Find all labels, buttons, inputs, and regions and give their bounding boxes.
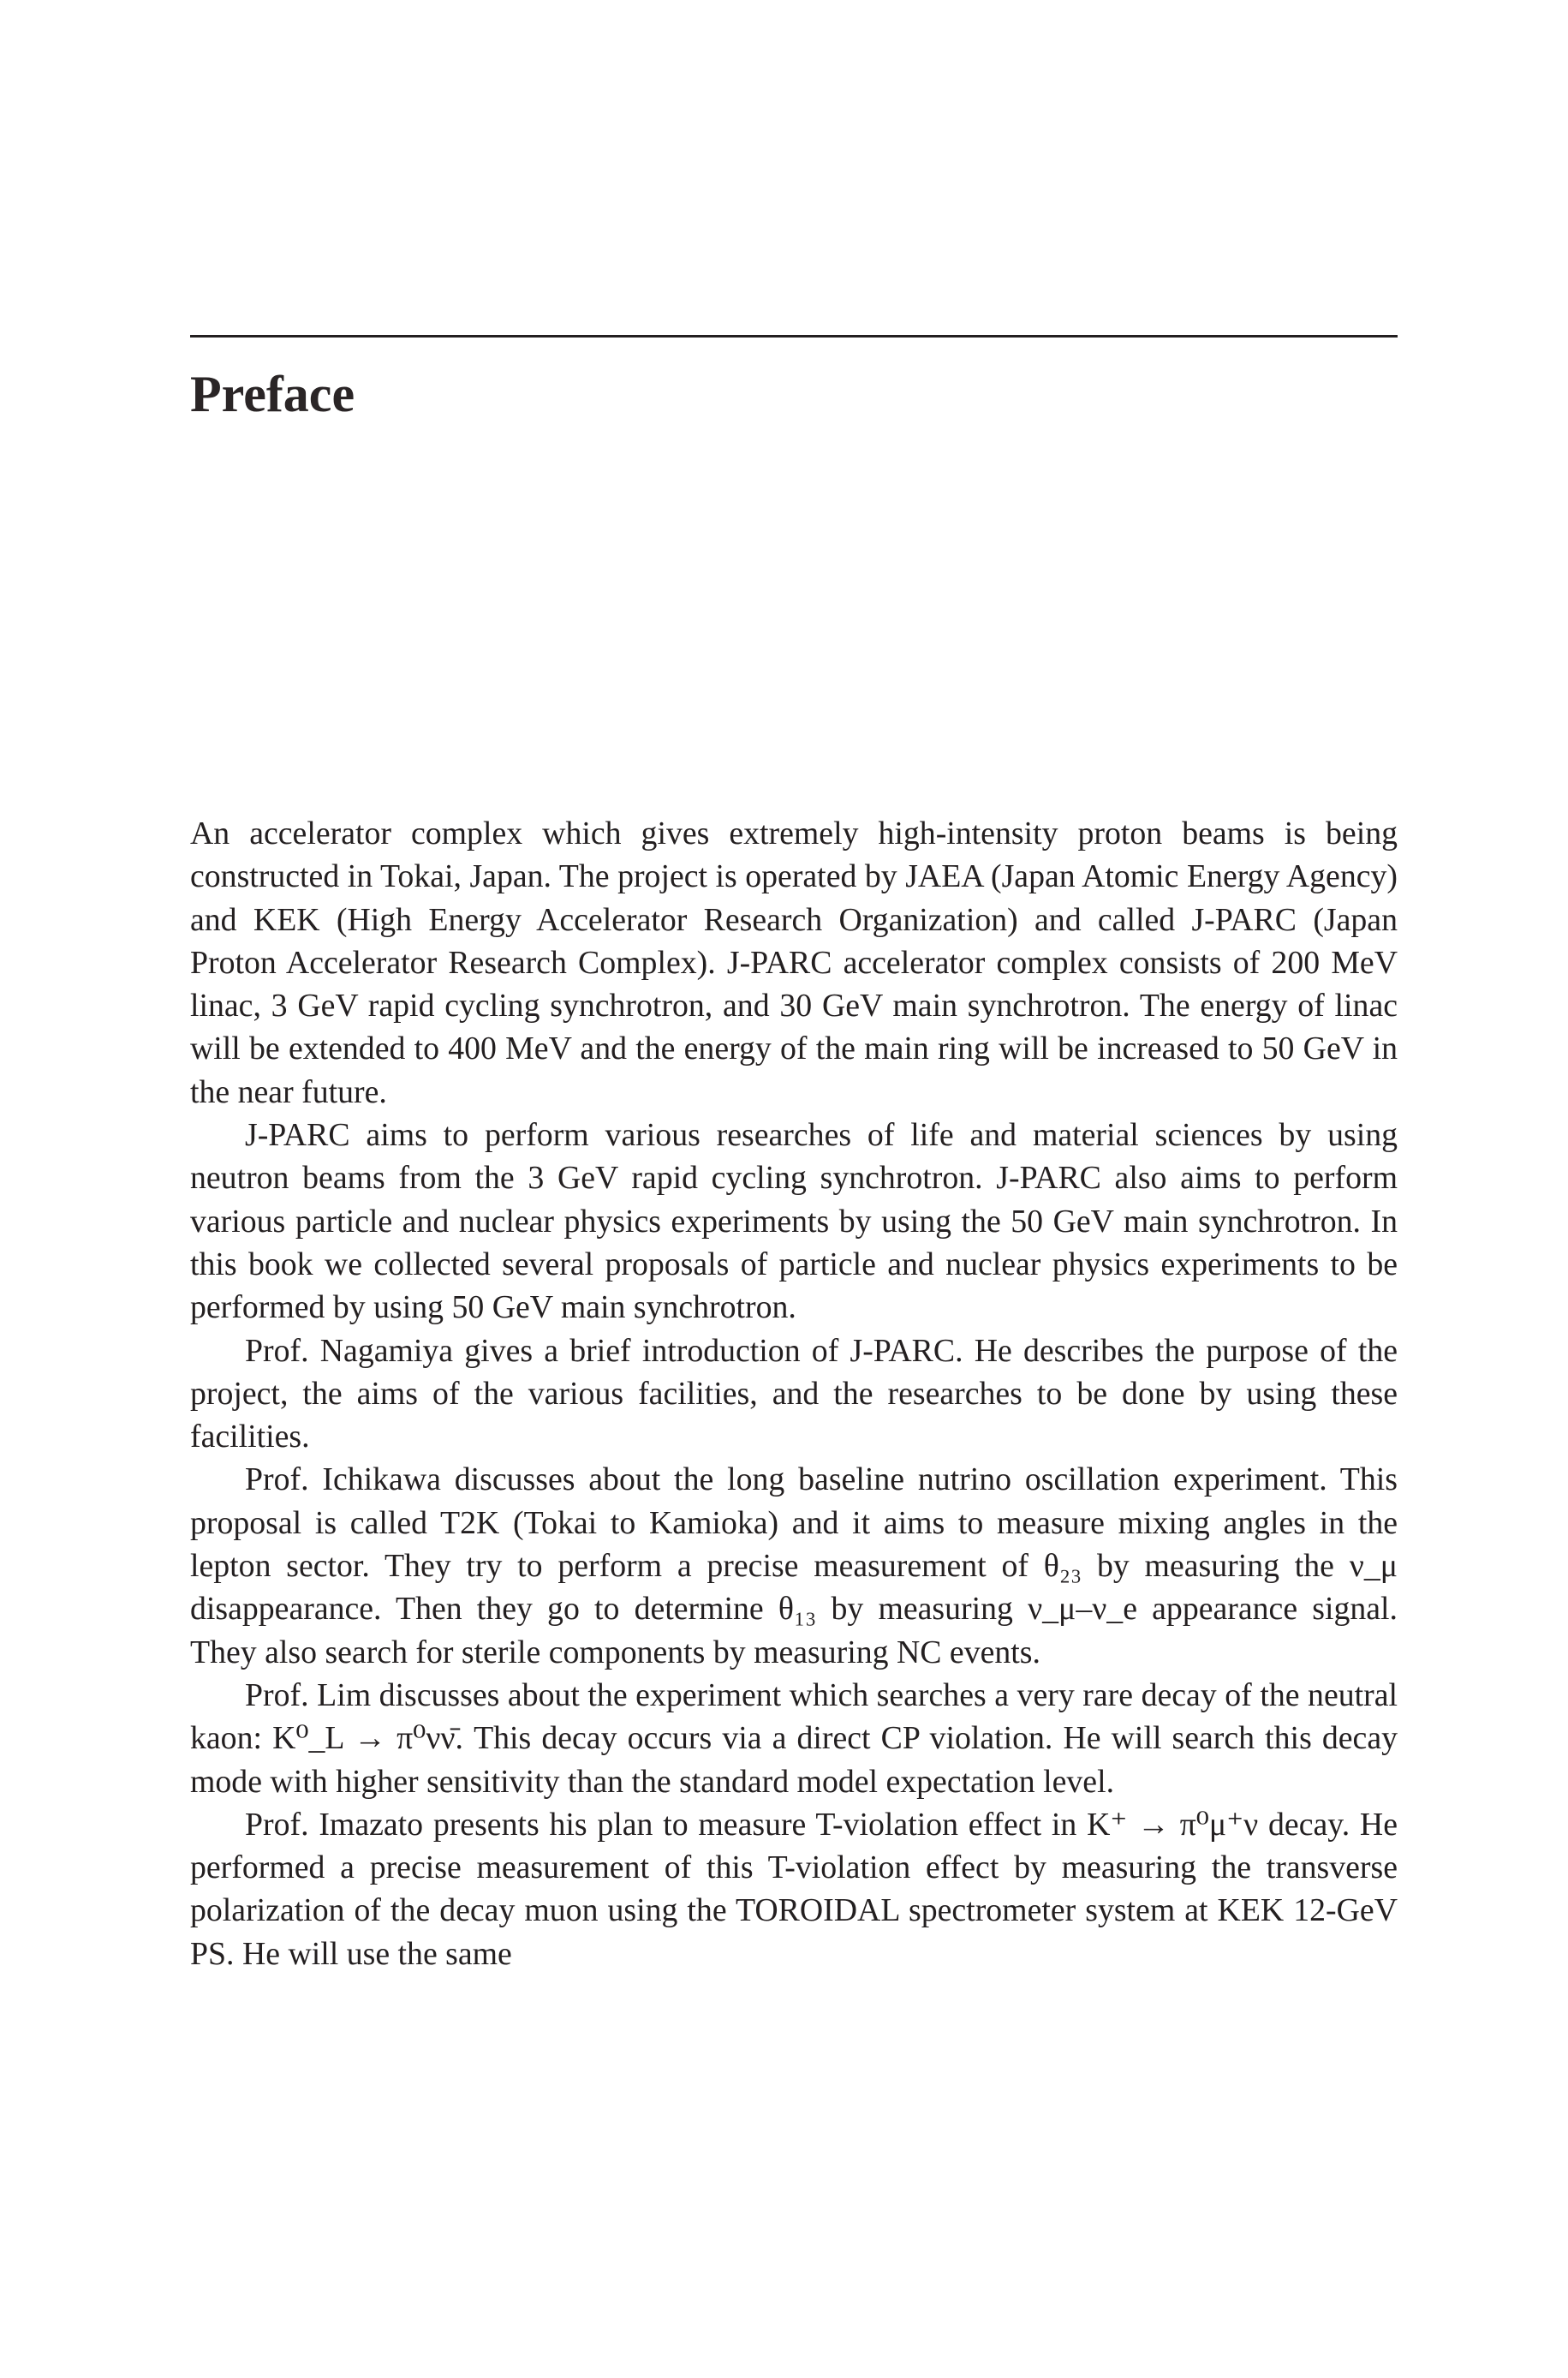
chapter-rule [190,335,1398,338]
paragraph: An accelerator complex which gives extremely high-intensity proton beams is being constructed in Tokai, Japan. The project is operated by JAEA (Japan Atomic Energy Agency) and KEK (High Energy Accelerator Research Organization) and called J-PARC (Japan Proton Accelerator Research Complex). J-PARC accelerator complex consists of 200 MeV linac, 3 GeV rapid cycling synchrotron, and 30 GeV main synchrotron. The energy of linac will be extended to 400 MeV and the energy of the main ring will be increased to 50 GeV in the near future. [190,816,1398,1110]
paragraph: Prof. Ichikawa discusses about the long baseline nutrino oscillation experiment. This proposal is called T2K (Tokai to Kamioka) and it aims to measure mixing angles in the lepton sector. They try to perform a precise measurement of θ₂₃ by measuring the ν_μ disappearance. Then they go to determine θ₁₃ by measuring ν_μ–ν_e appearance signal. They also search for sterile components by measuring NC events. [190,1461,1398,1670]
paragraph: Prof. Lim discusses about the experiment which searches a very rare decay of the neutral kaon: K⁰_L → π⁰νν̄. This decay occurs via a direct CP violation. He will search this decay mode with higher sensitivity than the standard model expectation level. [190,1676,1398,1800]
paragraph: Prof. Imazato presents his plan to measure T-violation effect in K⁺ → π⁰μ⁺ν decay. He performed a precise measurement of this T-violation effect by measuring the transverse polarization of the decay muon using the TOROIDAL spectrometer system at KEK 12-GeV PS. He will use the same [190,1806,1398,1972]
chapter-title: Preface [190,366,355,422]
paragraph: Prof. Nagamiya gives a brief introduction of J-PARC. He describes the purpose of the project, the aims of the various facilities, and the researches to be done by using these facilities. [190,1332,1398,1455]
paragraph: J-PARC aims to perform various researches of life and material sciences by using neutron beams from the 3 GeV rapid cycling synchrotron. J-PARC also aims to perform various particle and nuclear physics experiments by using the 50 GeV main synchrotron. In this book we collected several proposals of particle and nuclear physics experiments to be performed by using 50 GeV main synchrotron. [190,1117,1398,1326]
preface-body [190,812,1398,1975]
